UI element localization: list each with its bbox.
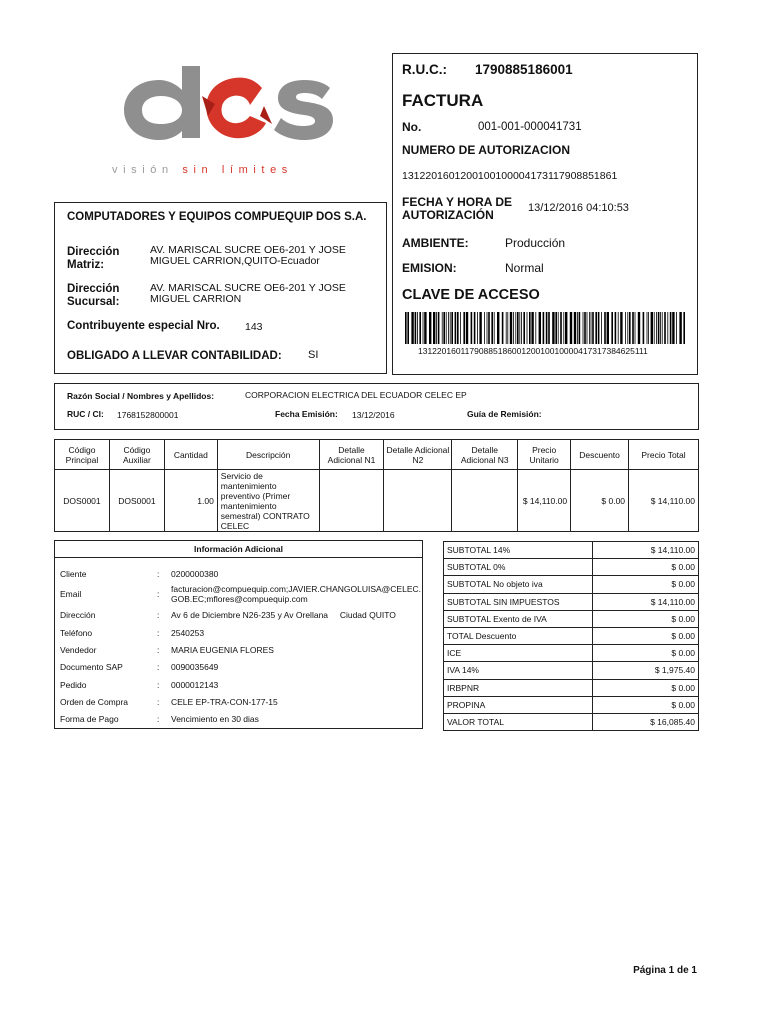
col-detalle-n2: Detalle Adicional N2 xyxy=(384,440,452,470)
total-label: SUBTOTAL 14% xyxy=(444,542,593,559)
contabilidad-label: OBLIGADO A LLEVAR CONTABILIDAD: xyxy=(67,350,282,362)
items-header-row xyxy=(55,440,699,470)
col-descripcion: Descripción xyxy=(217,440,319,470)
info-key: Email xyxy=(60,589,82,599)
fecha-autorizacion-label: FECHA Y HORA DE AUTORIZACIÓN xyxy=(402,195,513,222)
info-value: 0090035649 xyxy=(171,662,219,672)
total-row xyxy=(444,542,699,559)
page-number: Página 1 de 1 xyxy=(633,965,697,976)
info-colon: : xyxy=(157,569,160,579)
total-label: VALOR TOTAL xyxy=(444,713,593,730)
cell-codigo-auxiliar: DOS0001 xyxy=(109,470,164,532)
totals-table xyxy=(443,541,699,731)
info-key: Orden de Compra xyxy=(60,697,129,707)
total-row xyxy=(444,593,699,610)
total-row xyxy=(444,610,699,627)
cell-descripcion: Servicio de mantenimiento preventivo (Primer mantenimiento semestral) CONTRATO CELEC xyxy=(217,470,319,532)
col-precio-total: Precio Total xyxy=(629,440,699,470)
cell-descuento: $ 0.00 xyxy=(571,470,629,532)
cell-codigo-principal: DOS0001 xyxy=(55,470,110,532)
info-key: Vendedor xyxy=(60,645,97,655)
col-cantidad: Cantidad xyxy=(164,440,217,470)
cell-detalle-n2 xyxy=(384,470,452,532)
total-row xyxy=(444,645,699,662)
info-colon: : xyxy=(157,645,160,655)
info-colon: : xyxy=(157,589,160,599)
total-row xyxy=(444,576,699,593)
client-ruc-label: RUC / CI: xyxy=(67,409,104,419)
total-amount: $ 0.00 xyxy=(593,559,699,576)
total-amount: $ 1,975.40 xyxy=(593,662,699,679)
total-amount: $ 14,110.00 xyxy=(593,542,699,559)
cell-detalle-n1 xyxy=(319,470,384,532)
info-key: Documento SAP xyxy=(60,662,123,672)
contribuyente-value: 143 xyxy=(245,321,263,333)
fecha-autorizacion-value: 13/12/2016 04:10:53 xyxy=(528,202,629,214)
total-label: SUBTOTAL No objeto iva xyxy=(444,576,593,593)
total-row xyxy=(444,696,699,713)
total-label: PROPINA xyxy=(444,696,593,713)
contabilidad-value: SI xyxy=(308,349,319,361)
total-label: IRBPNR xyxy=(444,679,593,696)
col-detalle-n3: Detalle Adicional N3 xyxy=(452,440,518,470)
cell-precio-total: $ 14,110.00 xyxy=(629,470,699,532)
info-key: Cliente xyxy=(60,569,87,579)
clave-acceso-value: 1312201601179088518600120010010000417317384625111 xyxy=(418,346,648,356)
fecha-emision-label: Fecha Emisión: xyxy=(275,409,338,419)
fecha-emision-value: 13/12/2016 xyxy=(352,410,395,420)
total-row xyxy=(444,662,699,679)
company-tagline xyxy=(112,164,342,176)
tagline-part2: sin límites xyxy=(182,164,293,176)
issuer-info-box xyxy=(54,202,387,374)
matriz-value: AV. MARISCAL SUCRE OE6-201 Y JOSE MIGUEL CARRION,QUITO-Ecuador xyxy=(150,244,346,267)
cell-detalle-n3 xyxy=(452,470,518,532)
razon-social-value: CORPORACION ELECTRICA DEL ECUADOR CELEC EP xyxy=(245,390,467,400)
col-codigo-principal: Código Principal xyxy=(55,440,110,470)
items-table xyxy=(54,439,699,532)
autorizacion-value: 1312201601200100100004173117908851861 xyxy=(402,170,618,182)
info-value: 0200000380 xyxy=(171,569,219,579)
sucursal-label: Dirección Sucursal: xyxy=(67,283,120,308)
ambiente-label: AMBIENTE: xyxy=(402,236,469,250)
total-amount: $ 0.00 xyxy=(593,679,699,696)
info-key: Forma de Pago xyxy=(60,714,119,724)
no-value: 001-001-000041731 xyxy=(478,121,582,133)
col-detalle-n1: Detalle Adicional N1 xyxy=(319,440,384,470)
guia-remision-label: Guía de Remisión: xyxy=(467,409,542,419)
col-descuento: Descuento xyxy=(571,440,629,470)
info-adicional-title: Información Adicional xyxy=(55,541,422,558)
total-amount: $ 14,110.00 xyxy=(593,593,699,610)
info-value: 0000012143 xyxy=(171,680,219,690)
client-ruc-value: 1768152800001 xyxy=(117,410,179,420)
ruc-label: R.U.C.: xyxy=(402,62,447,77)
info-colon: : xyxy=(157,662,160,672)
ruc-value: 1790885186001 xyxy=(475,62,573,77)
info-value: 2540253 xyxy=(171,628,205,638)
total-row xyxy=(444,627,699,644)
ambiente-value: Producción xyxy=(505,236,566,250)
autorizacion-label: NUMERO DE AUTORIZACION xyxy=(402,143,570,157)
total-label: IVA 14% xyxy=(444,662,593,679)
total-amount: $ 0.00 xyxy=(593,627,699,644)
clave-acceso-label: CLAVE DE ACCESO xyxy=(402,287,540,303)
info-colon: : xyxy=(157,628,160,638)
total-label: SUBTOTAL SIN IMPUESTOS xyxy=(444,593,593,610)
cell-cantidad: 1.00 xyxy=(164,470,217,532)
barcode-image xyxy=(405,312,685,344)
total-row xyxy=(444,679,699,696)
info-colon: : xyxy=(157,697,160,707)
total-amount: $ 16,085.40 xyxy=(593,713,699,730)
factura-box xyxy=(392,53,698,375)
total-amount: $ 0.00 xyxy=(593,645,699,662)
sucursal-value: AV. MARISCAL SUCRE OE6-201 Y JOSE MIGUEL CARRION xyxy=(150,282,346,305)
total-label: TOTAL Descuento xyxy=(444,627,593,644)
cell-precio-unitario: $ 14,110.00 xyxy=(518,470,571,532)
info-colon: : xyxy=(157,610,160,620)
no-label: No. xyxy=(402,120,422,134)
info-key: Teléfono xyxy=(60,628,93,638)
info-colon: : xyxy=(157,680,160,690)
emision-label: EMISION: xyxy=(402,261,457,275)
info-value: CELE EP-TRA-CON-177-15 xyxy=(171,697,278,707)
razon-social-label: Razón Social / Nombres y Apellidos: xyxy=(67,391,215,401)
matriz-label: Dirección Matriz: xyxy=(67,246,120,271)
issuer-name: COMPUTADORES Y EQUIPOS COMPUEQUIP DOS S.A. xyxy=(67,211,367,223)
table-row xyxy=(55,470,699,532)
info-adicional-box xyxy=(54,540,423,729)
info-value: Av 6 de Diciembre N26-235 y Av Orellana Ciudad QUITO xyxy=(171,610,396,620)
info-key: Dirección xyxy=(60,610,96,620)
total-row xyxy=(444,559,699,576)
col-precio-unitario: Precio Unitario xyxy=(518,440,571,470)
info-colon: : xyxy=(157,714,160,724)
total-amount: $ 0.00 xyxy=(593,576,699,593)
total-row xyxy=(444,713,699,730)
total-label: SUBTOTAL Exento de IVA xyxy=(444,610,593,627)
factura-title: FACTURA xyxy=(402,91,484,110)
info-value: facturacion@compuequip.com;JAVIER.CHANGOLUISA@CELEC.GOB.EC;mflores@compuequip.com xyxy=(171,584,421,604)
total-amount: $ 0.00 xyxy=(593,610,699,627)
total-label: ICE xyxy=(444,645,593,662)
contribuyente-label: Contribuyente especial Nro. xyxy=(67,320,220,332)
total-amount: $ 0.00 xyxy=(593,696,699,713)
info-value: Vencimiento en 30 dias xyxy=(171,714,259,724)
info-key: Pedido xyxy=(60,680,87,690)
tagline-part1: visión xyxy=(112,164,183,176)
client-info-box xyxy=(54,383,699,430)
info-value: MARIA EUGENIA FLORES xyxy=(171,645,274,655)
total-label: SUBTOTAL 0% xyxy=(444,559,593,576)
emision-value: Normal xyxy=(505,261,544,275)
col-codigo-auxiliar: Código Auxiliar xyxy=(109,440,164,470)
